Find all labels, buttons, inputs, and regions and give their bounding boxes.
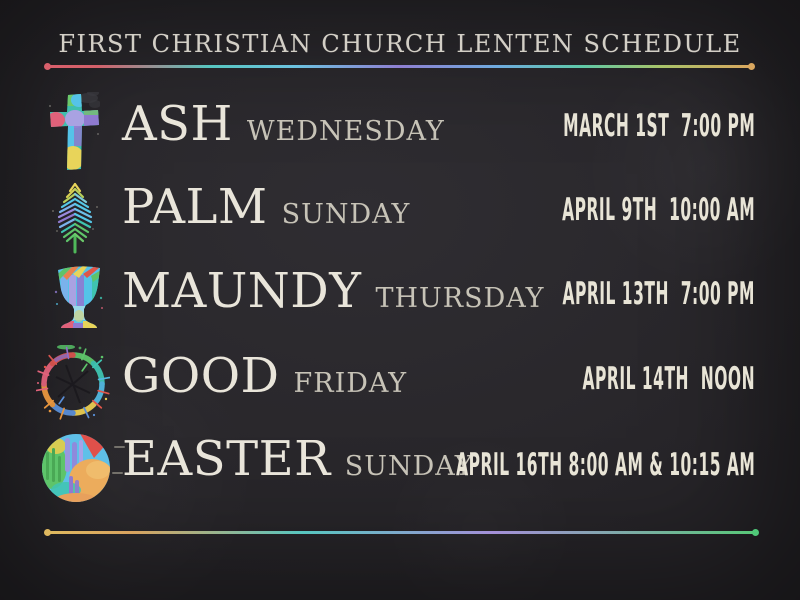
event-datetime: APRIL 14TH NOON — [582, 361, 755, 397]
event-datetime: APRIL 13TH 7:00 PM — [562, 276, 755, 312]
divider-end-dot — [752, 529, 759, 536]
event-name: PALM — [122, 179, 268, 235]
event-day: SUNDAY — [344, 451, 474, 482]
chalice-icon — [53, 264, 105, 338]
schedule-row — [122, 348, 408, 404]
palm-branch-icon — [47, 177, 103, 257]
event-name: GOOD — [122, 348, 280, 404]
event-day: SUNDAY — [281, 199, 411, 230]
cross-icon — [48, 92, 100, 172]
bottom-divider-line — [48, 531, 755, 534]
event-name: MAUNDY — [122, 263, 362, 319]
event-datetime: MARCH 1ST 7:00 PM — [562, 108, 755, 144]
divider-end-dot — [44, 529, 51, 536]
crown-of-thorns-icon — [36, 345, 110, 421]
easter-stone-icon — [38, 432, 114, 504]
schedule-row — [122, 96, 445, 152]
event-day: THURSDAY — [375, 283, 545, 314]
event-name: EASTER — [122, 431, 331, 487]
event-datetime: APRIL 16TH 8:00 AM & 10:15 AM — [455, 447, 755, 483]
event-datetime: APRIL 9TH 10:00 AM — [561, 192, 755, 228]
divider-end-dot — [748, 63, 755, 70]
schedule-row — [122, 179, 411, 235]
divider-end-dot — [44, 63, 51, 70]
event-day: WEDNESDAY — [246, 116, 445, 147]
schedule-row — [122, 431, 474, 487]
event-day: FRIDAY — [293, 368, 408, 399]
event-name: ASH — [122, 96, 233, 152]
schedule-row — [122, 263, 545, 319]
top-divider-line — [48, 65, 751, 68]
poster-title: FIRST CHRISTIAN CHURCH LENTEN SCHEDULE — [58, 30, 742, 58]
